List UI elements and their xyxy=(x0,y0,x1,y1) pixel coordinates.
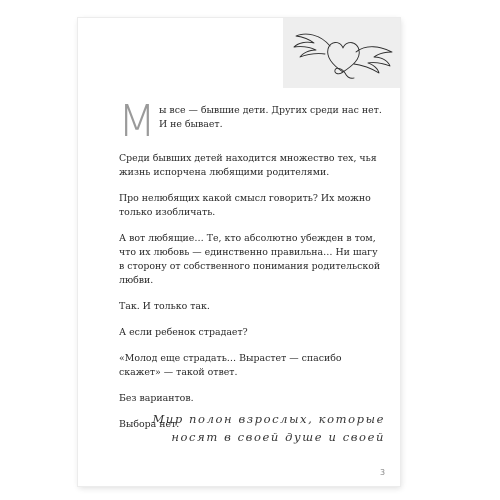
handwritten-line: Мир полон взрослых, которые xyxy=(152,412,385,426)
paragraph: «Молод еще страдать… Вырастет — спасибо скажет» — такой ответ. xyxy=(119,353,342,378)
handwritten-quote xyxy=(145,410,385,446)
paragraph: Среди бывших детей находится множество тех, чья жизнь испорчена любящими родителями. xyxy=(119,153,377,178)
paragraph: Про нелюбящих какой смысл говорить? Их можно только изобличать. xyxy=(119,193,371,218)
paragraph: Так. И только так. xyxy=(119,301,210,312)
paragraph: Без вариантов. xyxy=(119,393,194,404)
page-number: 3 xyxy=(380,468,386,477)
book-page xyxy=(78,18,400,486)
opening-paragraph xyxy=(118,96,383,147)
paragraph: А вот любящие… Те, кто абсолютно убежден в том, что их любовь — единственно правильна… Ни шагу в сторону от собственного понимания родительской любви. xyxy=(119,233,381,286)
drop-cap: М xyxy=(118,96,156,147)
paragraph: Выбора нет. xyxy=(119,419,180,430)
body-text xyxy=(118,96,383,444)
paragraph: А если ребенок страдает? xyxy=(119,327,248,338)
handwritten-line: носят в своей душе и своей xyxy=(171,430,385,444)
opening-paragraph-text: ы все — бывшие дети. Других среди нас нет. И не бывает. xyxy=(158,105,382,130)
winged-heart-icon xyxy=(290,22,396,82)
